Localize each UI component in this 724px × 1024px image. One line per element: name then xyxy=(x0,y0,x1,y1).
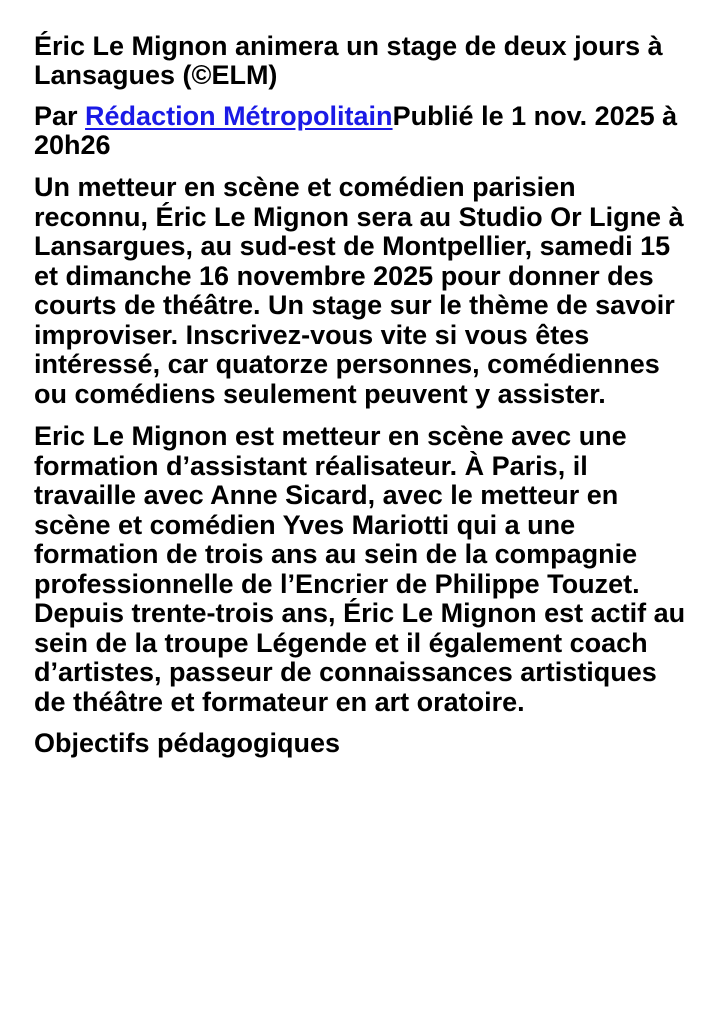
byline-prefix: Par xyxy=(34,101,86,131)
section-heading: Objectifs pédagogiques xyxy=(34,728,341,758)
article-paragraph-2: Eric Le Mignon est metteur en scène avec une formation d’assistant réalisateur. À Paris, il travaille avec Anne Sicard, avec le metteur en scène et comédien Yves Mariotti qui a une formation de trois ans au sein de la compagnie professionnelle de l’Encrier de Philippe Touzet. Depuis trente-trois ans, Éric Le Mignon est actif au sein de la troupe Légende et il également coach d’artistes, passeur de connaissances artistiques de théâtre et formateur en art oratoire. xyxy=(34,421,686,717)
article-title: Éric Le Mignon animera un stage de deux jours à Lansagues (©ELM) xyxy=(34,31,663,90)
byline xyxy=(34,102,694,160)
publish-date: Publié le 1 nov. 2025 à 20h26 xyxy=(34,101,678,160)
article-paragraph-1: Un metteur en scène et comédien parisien reconnu, Éric Le Mignon sera au Studio Or Ligne à Lansargues, au sud-est de Montpellier, samedi 15 et dimanche 16 novembre 2025 pour donner des courts de théâtre. Un stage sur le thème de savoir improviser. Inscrivez-vous vite si vous êtes intéressé, car quatorze personnes, comédiennes ou comédiens seulement peuvent y assister. xyxy=(34,172,684,409)
author-link[interactable]: Rédaction Métropolitain xyxy=(85,101,393,131)
